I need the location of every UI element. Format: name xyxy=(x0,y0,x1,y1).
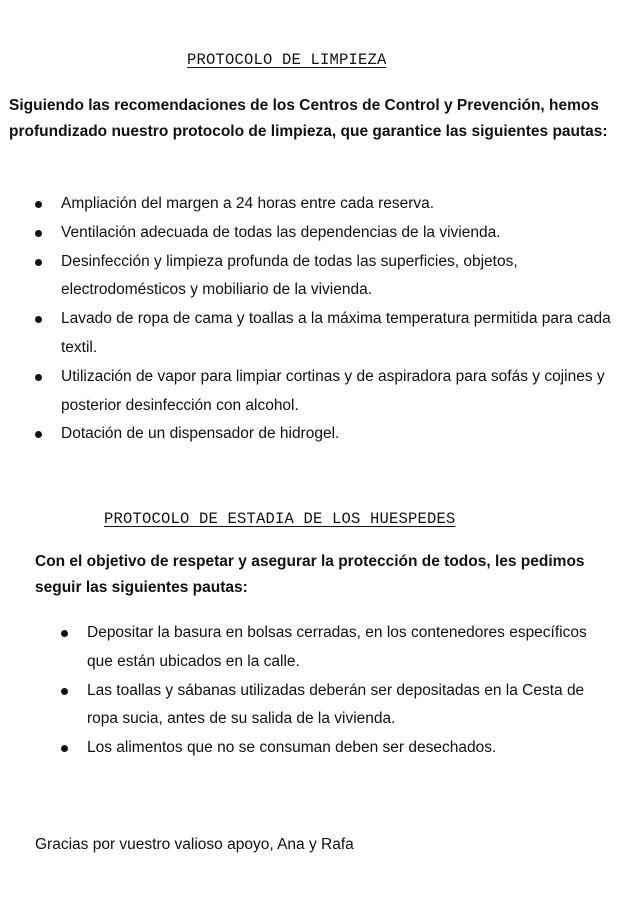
list-item-text: Las toallas y sábanas utilizadas deberán ser depositadas en la Cesta de ropa sucia, antes de su salida de la vivienda. xyxy=(87,681,585,728)
bullet-icon xyxy=(35,259,42,266)
guest-stay-protocol-intro: Con el objetivo de respetar y asegurar la protección de todos, les pedimos seguir las siguientes pautas: xyxy=(35,553,585,596)
list-item xyxy=(35,219,625,248)
list-item-text: Dotación de un dispensador de hidrogel. xyxy=(61,425,340,443)
bullet-icon xyxy=(35,431,42,438)
bullet-icon xyxy=(35,316,42,323)
list-item-text: Los alimentos que no se consuman deben ser desechados. xyxy=(87,739,497,757)
list-item xyxy=(61,619,601,677)
guest-stay-protocol-title: PROTOCOLO DE ESTADIA DE LOS HUESPEDES xyxy=(104,510,456,528)
bullet-icon xyxy=(61,745,68,752)
guest-stay-protocol-list xyxy=(61,619,601,763)
list-item xyxy=(35,305,625,363)
list-item xyxy=(61,734,601,763)
cleaning-protocol-list xyxy=(35,190,625,449)
bullet-icon xyxy=(35,230,42,237)
list-item-text: Ampliación del margen a 24 horas entre cada reserva. xyxy=(61,195,435,212)
list-item xyxy=(35,363,625,421)
bullet-icon xyxy=(61,688,68,695)
cleaning-protocol-title: PROTOCOLO DE LIMPIEZA xyxy=(187,51,387,69)
list-item xyxy=(61,677,601,735)
cleaning-protocol-intro: Siguiendo las recomendaciones de los Centros de Control y Prevención, hemos profundizado nuestro protocolo de limpieza, que garantice las siguientes pautas: xyxy=(9,97,608,140)
list-item-text: Depositar la basura en bolsas cerradas, en los contenedores específicos que están ubicados en la calle. xyxy=(87,624,587,670)
list-item xyxy=(35,420,625,449)
list-item-text: Lavado de ropa de cama y toallas a la máxima temperatura permitida para cada textil. xyxy=(61,310,611,356)
bullet-icon xyxy=(35,201,42,208)
bullet-icon xyxy=(35,374,42,381)
signoff: Gracias por vuestro valioso apoyo, Ana y Rafa xyxy=(35,836,354,853)
list-item xyxy=(35,248,625,306)
list-item-text: Ventilación adecuada de todas las dependencias de la vivienda. xyxy=(61,223,501,241)
list-item-text: Utilización de vapor para limpiar cortinas y de aspiradora para sofás y cojines y posterior desinfección con alcohol. xyxy=(61,367,605,414)
list-item-text: Desinfección y limpieza profunda de todas las superficies, objetos, electrodomésticos y mobiliario de la vivienda. xyxy=(61,252,518,299)
bullet-icon xyxy=(61,630,68,637)
list-item xyxy=(35,190,625,219)
